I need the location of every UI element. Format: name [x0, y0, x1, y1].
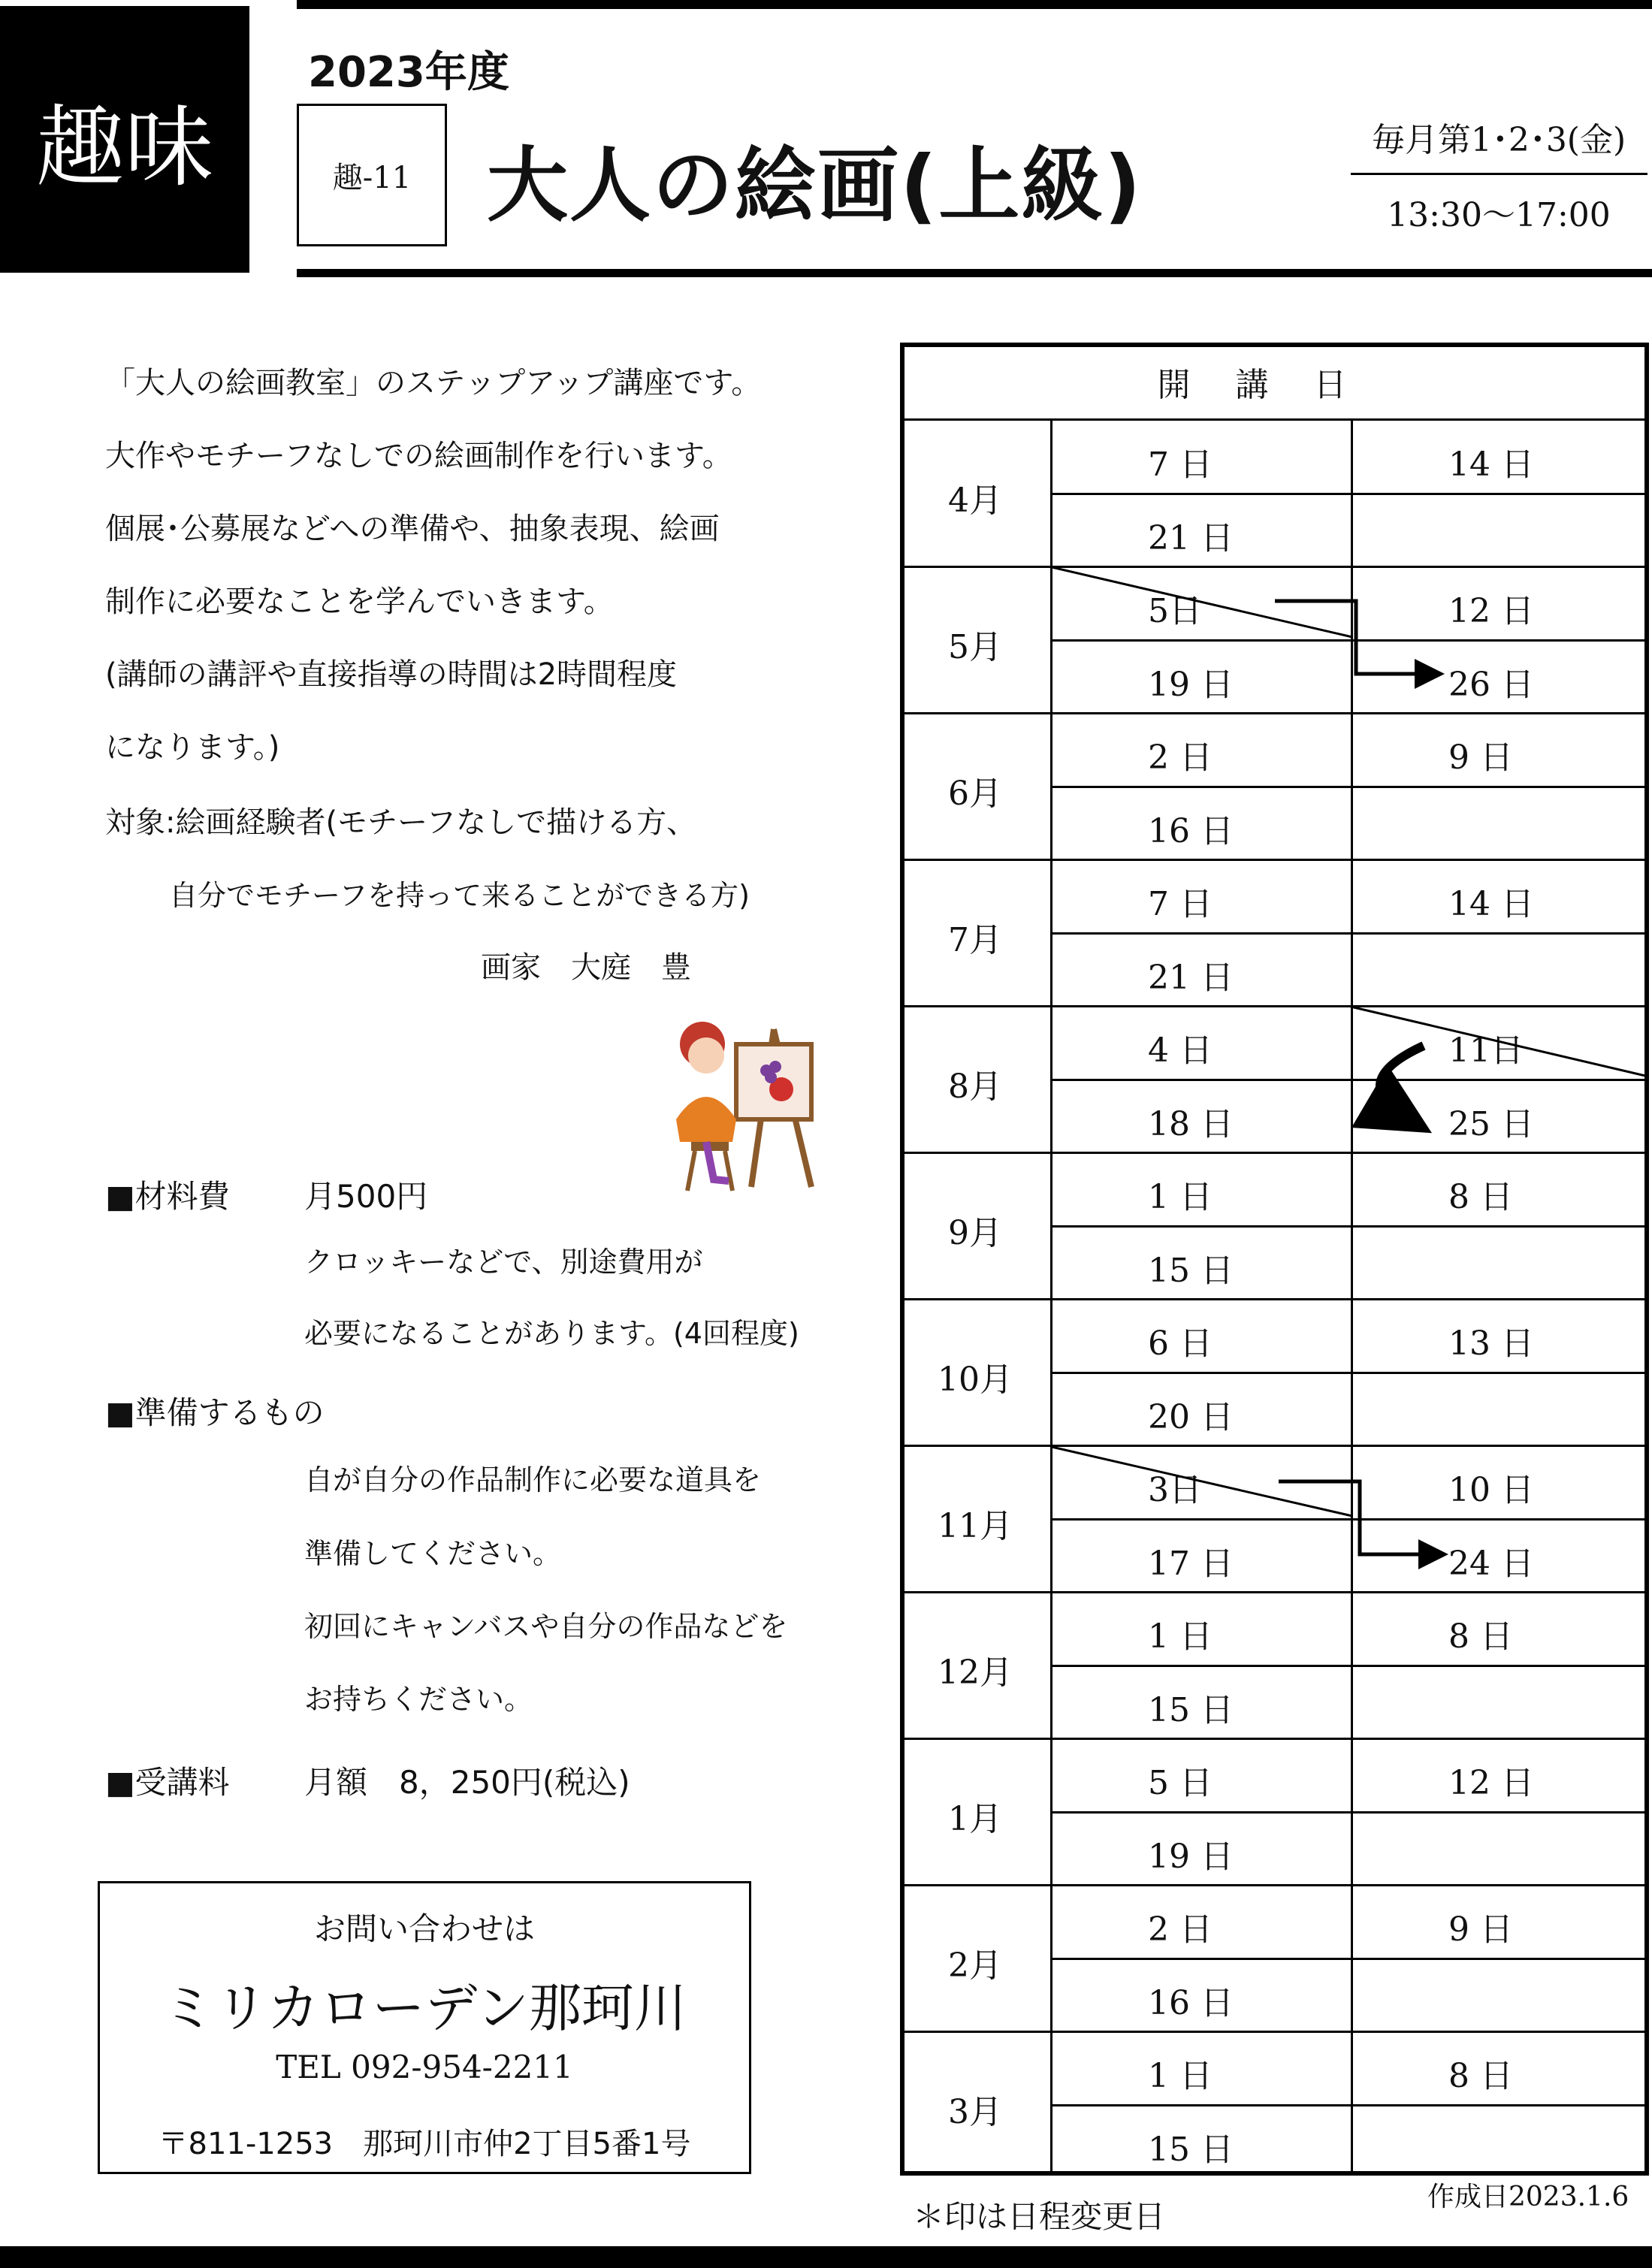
month-label: 5月: [948, 627, 1002, 666]
footnote: ＊印は日程変更日: [913, 2198, 1166, 2235]
date-cell: 18 日: [1148, 1104, 1234, 1143]
date-cell: 19 日: [1148, 665, 1234, 704]
date-cell: 5 日: [1148, 1764, 1213, 1802]
year-label: 2023年度: [308, 48, 509, 97]
schedule-days: 毎月第1･2･3(金): [1371, 121, 1626, 159]
date-cell: 17 日: [1148, 1544, 1234, 1583]
contact-address: 〒811-1253 那珂川市仲2丁目5番1号: [158, 2127, 691, 2161]
month-label: 9月: [948, 1213, 1002, 1252]
created-date: 作成日2023.1.6: [1427, 2182, 1629, 2212]
page-title: 大人の絵画(上級): [487, 139, 1143, 233]
date-cell: 15 日: [1148, 1690, 1234, 1729]
change-arrow: [1275, 601, 1433, 674]
date-cell: 19 日: [1148, 1837, 1234, 1876]
description-line: 制作に必要なことを学んでいきます。: [105, 584, 614, 619]
date-cell: 5日: [1148, 592, 1202, 630]
date-cell: 25 日: [1448, 1104, 1534, 1143]
date-cell: 13 日: [1448, 1324, 1534, 1363]
date-cell: 11日: [1448, 1031, 1524, 1070]
date-cell: 15 日: [1148, 2130, 1234, 2169]
date-cell: 14 日: [1448, 445, 1534, 484]
month-label: 3月: [948, 2092, 1002, 2131]
contact-name: ミリカローデン那珂川: [162, 1977, 687, 2039]
description-line: 大作やモチーフなしでの絵画制作を行います。: [105, 439, 732, 473]
date-cell: 21 日: [1148, 518, 1234, 557]
date-cell: 8 日: [1448, 1178, 1513, 1216]
month-label: 10月: [938, 1360, 1013, 1399]
preparation-note: 自が自分の作品制作に必要な道具を: [304, 1463, 762, 1496]
date-cell: 1 日: [1148, 2057, 1213, 2095]
month-label: 12月: [938, 1653, 1013, 1692]
teacher-name: 画家 大庭 豊: [481, 950, 691, 985]
date-cell: 3日: [1148, 1471, 1202, 1509]
date-cell: 16 日: [1148, 1983, 1234, 2022]
month-label: 11月: [938, 1506, 1013, 1545]
date-cell: 6 日: [1148, 1324, 1213, 1363]
tuition-label: ■受講料: [105, 1764, 230, 1801]
month-label: 4月: [948, 481, 1002, 520]
date-cell: 24 日: [1448, 1544, 1534, 1583]
date-cell: 1 日: [1148, 1178, 1213, 1216]
date-cell: 14 日: [1448, 885, 1534, 923]
materials-note: クロッキーなどで、別途費用が: [304, 1246, 703, 1279]
month-label: 6月: [948, 774, 1002, 813]
target-line: 対象:絵画経験者(モチーフなしで描ける方、: [105, 805, 697, 840]
description-line: になります。): [105, 730, 280, 765]
course-code-box: 趣-11: [297, 104, 447, 246]
description-line: 「大人の絵画教室」のステップアップ講座です。: [105, 366, 762, 400]
date-cell: 9 日: [1448, 1910, 1513, 1949]
description-line: 個展･公募展などへの準備や、抽象表現、絵画: [105, 512, 720, 546]
month-label: 7月: [948, 920, 1002, 959]
date-cell: 26 日: [1448, 665, 1534, 704]
month-label: 1月: [948, 1799, 1002, 1838]
date-cell: 7 日: [1148, 885, 1213, 923]
date-cell: 8 日: [1448, 1617, 1513, 1656]
date-cell: 7 日: [1148, 445, 1213, 484]
target-line: 自分でモチーフを持って来ることができる方): [169, 879, 750, 912]
schedule-time: 13:30～17:00: [1387, 196, 1611, 234]
date-cell: 12 日: [1448, 592, 1534, 630]
change-arrow: [1279, 1481, 1437, 1554]
date-cell: 10 日: [1448, 1471, 1534, 1509]
contact-tel: TEL 092-954-2211: [276, 2049, 573, 2085]
materials-note: 必要になることがあります。(4回程度): [304, 1317, 799, 1350]
date-cell: 1 日: [1148, 1617, 1213, 1656]
date-cell: 20 日: [1148, 1397, 1234, 1436]
description-line: (講師の講評や直接指導の時間は2時間程度: [105, 657, 678, 692]
materials-value: 月500円: [304, 1178, 428, 1215]
materials-label: ■材料費: [105, 1178, 230, 1215]
date-cell: 4 日: [1148, 1031, 1213, 1070]
date-cell: 8 日: [1448, 2057, 1513, 2095]
date-cell: 15 日: [1148, 1251, 1234, 1290]
preparation-note: お持ちください。: [304, 1683, 533, 1716]
table-header: 開講日: [1157, 366, 1392, 404]
contact-heading: お問い合わせは: [313, 1910, 535, 1947]
date-cell: 21 日: [1148, 958, 1234, 997]
category-badge: 趣味: [0, 6, 249, 273]
date-cell: 12 日: [1448, 1764, 1534, 1802]
change-arrow: [1380, 1046, 1424, 1119]
tuition-value: 月額 8，250円(税込): [304, 1764, 630, 1801]
month-label: 8月: [948, 1067, 1002, 1106]
date-cell: 16 日: [1148, 811, 1234, 850]
footer-bar: [0, 2246, 1652, 2268]
month-label: 2月: [948, 1946, 1002, 1985]
preparation-note: 準備してください。: [304, 1537, 562, 1570]
date-cell: 2 日: [1148, 1910, 1213, 1949]
date-cell: 2 日: [1148, 738, 1213, 777]
date-cell: 9 日: [1448, 738, 1513, 777]
preparation-label: ■準備するもの: [105, 1394, 325, 1431]
preparation-note: 初回にキャンバスや自分の作品などを: [304, 1610, 788, 1643]
